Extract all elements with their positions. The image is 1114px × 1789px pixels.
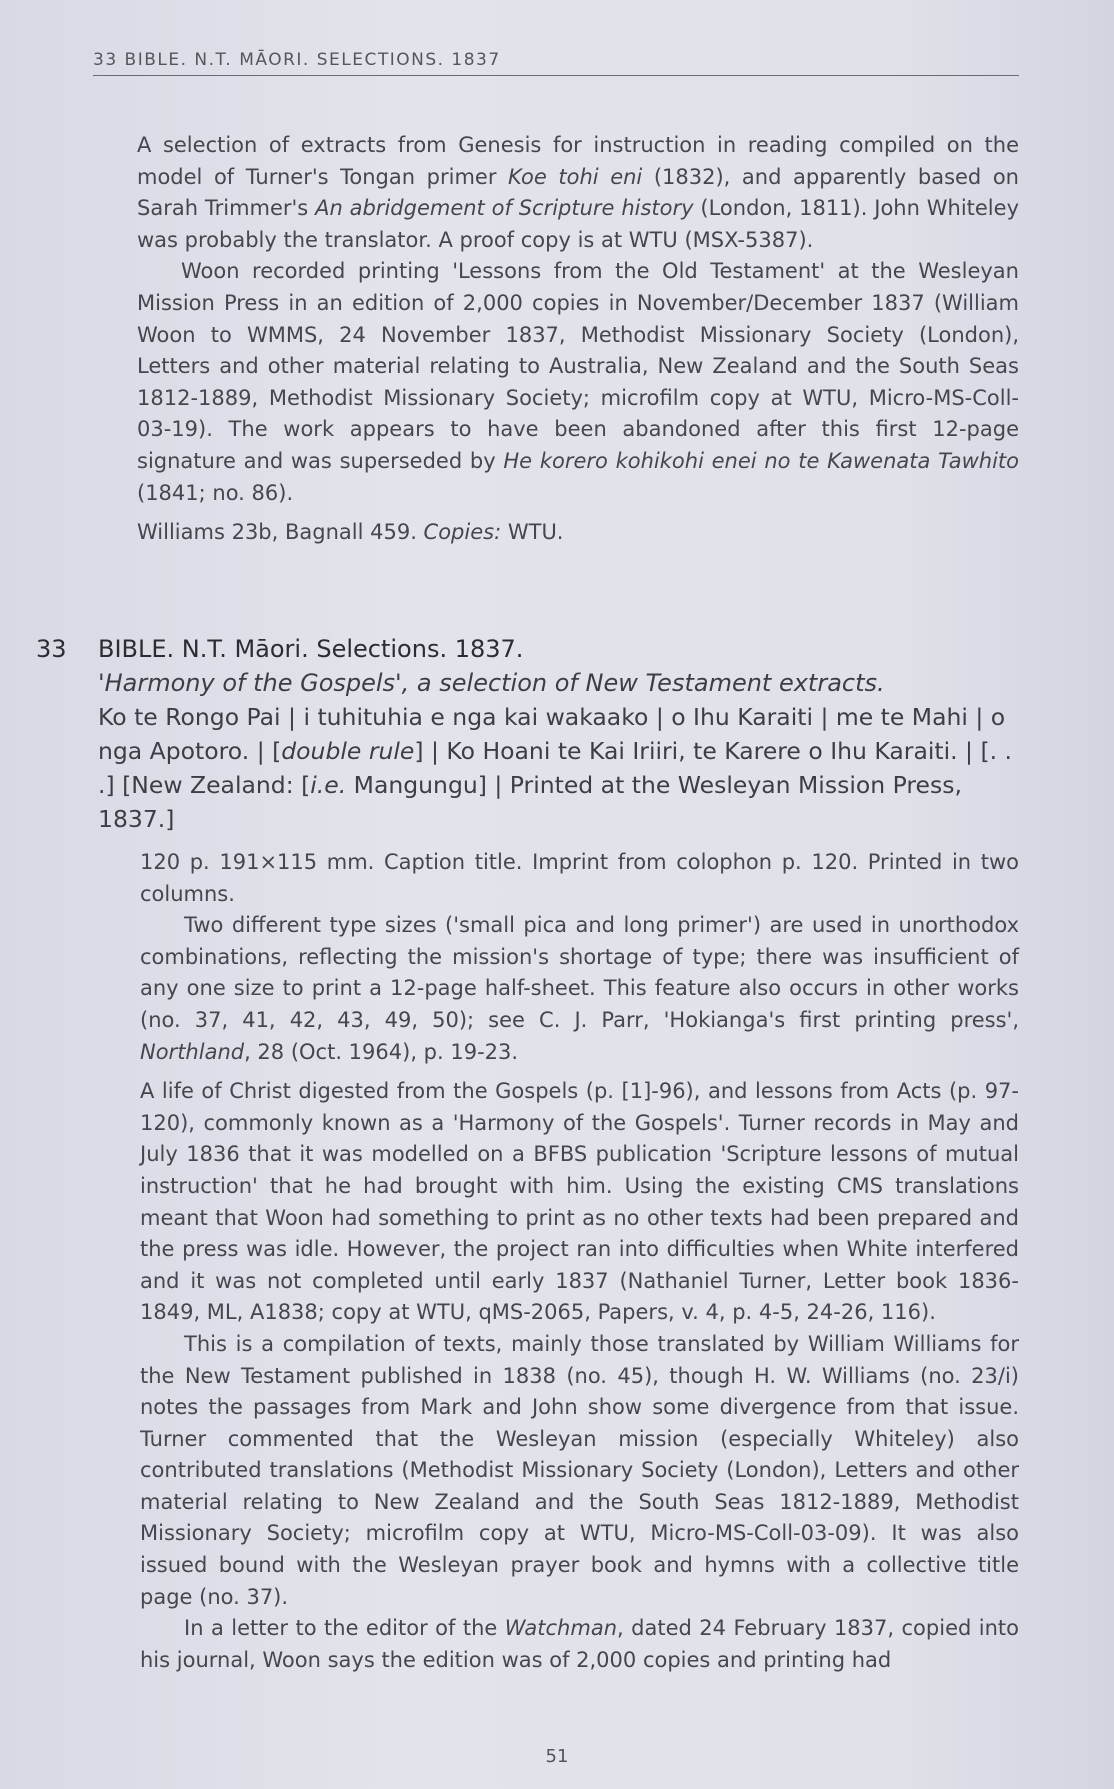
text-run: (1832), and apparently based on Sarah Trimmer's	[137, 164, 1019, 221]
text-run: Mangungu] | Printed at the Wesleyan Mission Press, 1837.]	[98, 771, 962, 833]
italic-text: Copies:	[423, 520, 502, 545]
italic-text: Northland	[140, 1039, 245, 1064]
text-run: Two different type sizes ('small pica and long primer') are used in unorthodox combinations, reflecting the mission's shortage of type; there was insufficient of any one size to print a 12-page half-sheet. This feature also occurs in other works (no. 37, 41, 42, 43, 49, 50); see C. J. Parr, 'Hokianga's first printing press',	[140, 913, 1019, 1032]
previous-entry-notes	[137, 130, 1019, 549]
text-run: This is a compilation of texts, mainly those translated by William Williams for the New Testament published in 1838 (no. 45), though H. W. Williams (no. 23/i) notes the passages from Mark and John show some divergence from that issue. Turner commented that the Wesleyan mission (especially Whiteley) also contributed translations (Methodist Missionary Society (London), Letters and other material relating to New Zealand and the South Seas 1812-1889, Methodist Missionary Society; microfilm copy at WTU, Micro-MS-Coll-03-09). It was also issued bound with the Wesleyan prayer book and hymns with a collective title page (no. 37).	[140, 1331, 1019, 1609]
note-paragraph	[140, 1076, 1019, 1329]
entry-title: BIBLE. N.T. Māori. Selections. 1837.	[98, 635, 524, 663]
italic-text: He korero kohikohi enei no te Kawenata Tawhito	[503, 448, 1020, 473]
italic-text: double rule	[281, 737, 415, 765]
text-run: (1841; no. 86).	[137, 480, 294, 505]
running-head: 33 BIBLE. N.T. MĀORI. SELECTIONS. 1837	[93, 50, 1019, 76]
italic-text: Watchman	[504, 1616, 618, 1641]
italic-text: An abridgement of Scripture history	[315, 196, 694, 221]
note-paragraph	[140, 1613, 1019, 1676]
text-run: ] | Ko Hoani te Kai Iriiri, te Karere o Ihu Karaiti. | [. . .] [New Zealand: [	[98, 737, 1013, 799]
text-run: A selection of extracts from Genesis for instruction in reading compiled on the model of Turner's Tongan primer	[137, 133, 1019, 189]
page-number: 51	[545, 1746, 569, 1767]
italic-text: Koe tohi eni	[508, 164, 643, 189]
text-run: Woon recorded printing 'Lessons from the Old Testament' at the Wesleyan Mission Press in an edition of 2,000 copies in November/December 1837 (William Woon to WMMS, 24 November 1837, Methodist Missionary Society (London), Letters and other material relating to Australia, New Zealand and the South Seas 1812-1889, Methodist Missionary Society; microfilm copy at WTU, Micro-MS-Coll-03-19). The work appears to have been abandoned after this first 12-page signature and was superseded by	[137, 259, 1019, 473]
text-run: Williams 23b, Bagnall 459.	[137, 520, 424, 545]
entry-notes	[140, 847, 1019, 1676]
previous-entry-paragraph	[137, 130, 1019, 256]
text-run: WTU.	[501, 520, 564, 545]
text-run: 120 p. 191×115 mm. Caption title. Imprint from colophon p. 120. Printed in two columns.	[140, 850, 1019, 906]
text-run: (London, 1811). John Whiteley was probably the translator. A proof copy is at WTU (MSX-5387).	[137, 196, 1019, 252]
italic-text: i.e.	[310, 771, 347, 799]
previous-entry-paragraph	[137, 256, 1019, 509]
entry-number: 33	[36, 635, 67, 663]
collation-paragraph	[140, 847, 1019, 910]
text-run: Ko te Rongo Pai | i tuhituhia e nga kai wakaako | o Ihu Karaiti | me te Mahi | o nga Apotoro. | [	[98, 703, 1006, 765]
text-run: In a letter to the editor of the	[184, 1616, 505, 1641]
title-transcription	[98, 700, 1018, 836]
note-paragraph	[140, 910, 1019, 1068]
entry-subtitle: 'Harmony of the Gospels', a selection of New Testament extracts.	[98, 669, 885, 697]
text-run: , 28 (Oct. 1964), p. 19-23.	[244, 1039, 519, 1064]
note-paragraph	[140, 1329, 1019, 1613]
text-run: A life of Christ digested from the Gospels (p. [1]-96), and lessons from Acts (p. 97-120), commonly known as a 'Harmony of the Gospels'. Turner records in May and July 1836 that it was modelled on a BFBS publication 'Scripture lessons of mutual instruction' that he had brought with him. Using the existing CMS translations meant that Woon had something to print as no other texts had been prepared and the press was idle. However, the project ran into difficulties when White interfered and it was not completed until early 1837 (Nathaniel Turner, Letter book 1836-1849, ML, A1838; copy at WTU, qMS-2065, Papers, v. 4, p. 4-5, 24-26, 116).	[140, 1079, 1019, 1325]
text-run: , dated 24 February 1837, copied into his journal, Woon says the edition was of 2,000 copies and printing had	[140, 1616, 1019, 1672]
previous-entry-references	[137, 517, 1019, 549]
